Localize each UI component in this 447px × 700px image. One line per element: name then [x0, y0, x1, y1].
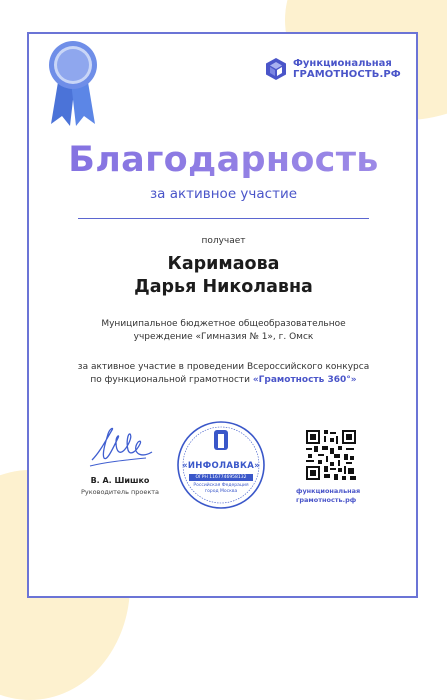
signer-role: Руководитель проекта — [80, 488, 160, 496]
stamp-title: «ИНФОЛАВКА» — [182, 461, 260, 471]
stamp-location-line-1: Российская Федерация — [193, 483, 249, 488]
recipient-name — [0, 253, 447, 299]
logo-line-1: Функциональная — [293, 58, 392, 69]
title-divider — [78, 218, 369, 219]
signer-name: В. А. Шишко — [90, 476, 150, 485]
award-rosette-icon — [42, 32, 104, 128]
organization-line-1: Муниципальное бюджетное общеобразовательное — [101, 319, 346, 329]
logo-line-2: ГРАМОТНОСТЬ.РФ — [293, 69, 401, 80]
certificate-title: Благодарность — [0, 140, 447, 180]
stamp-ogrn: ОГРН 1167746958132 — [189, 474, 253, 481]
certificate-subtitle: за активное участие — [149, 186, 298, 202]
reason-text — [0, 361, 447, 387]
reason-line-1: за активное участие в проведении Всероссийского конкурса — [77, 362, 370, 372]
organization-line-2: учреждение «Гимназия № 1», г. Омск — [133, 332, 314, 342]
recipient-given-name: Дарья Николавна — [134, 277, 313, 297]
logo-cube-icon — [264, 57, 288, 81]
stamp-location — [176, 483, 266, 494]
reason-line-2: по функциональной грамотности — [90, 375, 250, 385]
handwritten-signature — [86, 422, 158, 472]
qr-label-line-1: функциональная — [296, 487, 361, 495]
recipient-surname: Каримаова — [167, 254, 280, 274]
contest-name: «Грамотность 360°» — [252, 375, 357, 385]
project-logo — [264, 57, 401, 81]
receives-label: получает — [201, 236, 246, 246]
qr-label-line-2: грамотность.рф — [296, 495, 357, 504]
stamp-location-line-2: город Москва — [204, 488, 238, 494]
qr-code[interactable] — [306, 430, 356, 480]
organization-text — [0, 318, 447, 344]
qr-site-label — [296, 487, 376, 504]
